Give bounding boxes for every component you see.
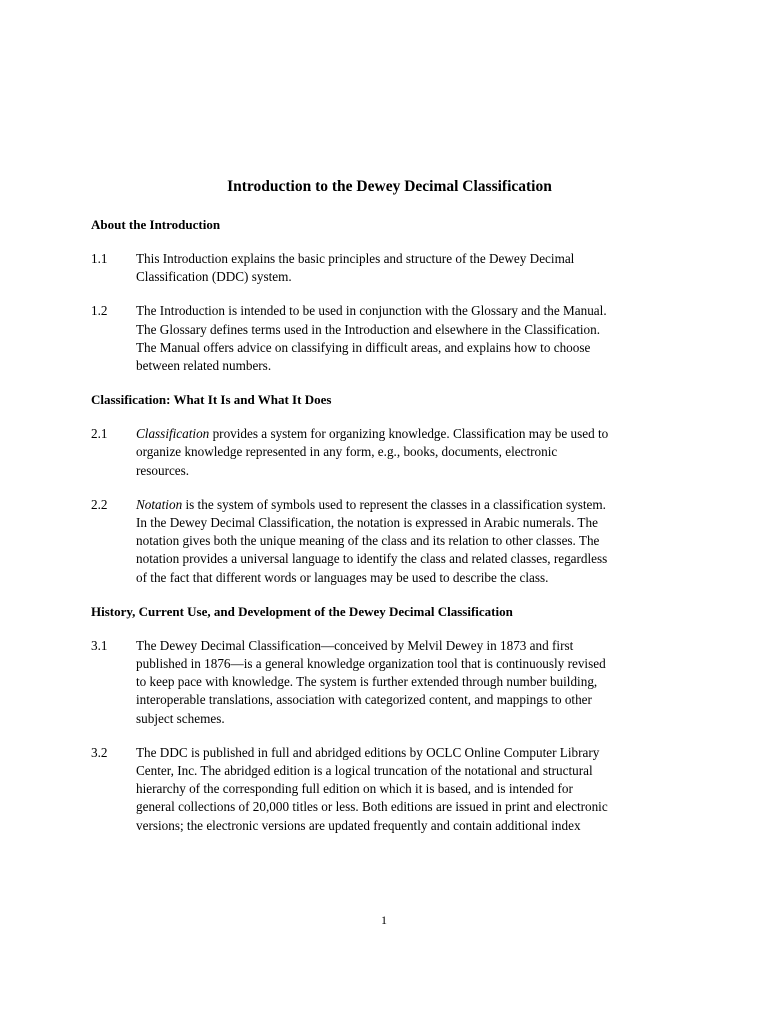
- text-line: hierarchy of the corresponding full edition on which it is based, and is intended for: [136, 781, 573, 797]
- paragraph-number: 3.1: [91, 637, 108, 653]
- text-line: published in 1876—is a general knowledge organization tool that is continuously revised: [136, 656, 606, 672]
- text-line: resources.: [136, 462, 190, 478]
- text-line: general collections of 20,000 titles or less. Both editions are issued in print and electronic: [136, 799, 608, 815]
- text-line: In the Dewey Decimal Classification, the notation is expressed in Arabic numerals. The: [136, 515, 598, 531]
- paragraph-number: 2.2: [91, 496, 108, 512]
- text-line: The Introduction is intended to be used in conjunction with the Glossary and the Manual.: [136, 303, 607, 319]
- section-heading-about-introduction: About the Introduction: [91, 217, 221, 232]
- text-run: provides a system for organizing knowledge. Classification may be used to: [209, 426, 609, 442]
- text-line: organize knowledge represented in any form, e.g., books, documents, electronic: [136, 444, 558, 460]
- paragraph-text: [136, 425, 684, 480]
- section-heading-history: History, Current Use, and Development of the Dewey Decimal Classification: [91, 603, 513, 619]
- text-line: The Manual offers advice on classifying in difficult areas, and explains how to choose: [136, 339, 591, 355]
- text-line: The DDC is published in full and abridged editions by OCLC Online Computer Library: [136, 744, 600, 760]
- text-line: The Dewey Decimal Classification—conceived by Melvil Dewey in 1873 and first: [136, 637, 574, 653]
- page-title: Introduction to the Dewey Decimal Classification: [227, 178, 552, 195]
- text-line: Classification (DDC) system.: [136, 269, 292, 285]
- page-number: 1: [381, 913, 387, 927]
- paragraph-3-1: [91, 637, 684, 728]
- paragraph-text: [136, 250, 684, 286]
- text-line: [136, 496, 684, 514]
- paragraph-1-1: [91, 250, 684, 286]
- defined-term: Notation: [136, 496, 183, 512]
- text-run: is the system of symbols used to represent the classes in a classification system.: [182, 496, 606, 512]
- text-line: to keep pace with knowledge. The system is further extended through number building,: [136, 674, 598, 690]
- defined-term: Classification: [136, 426, 210, 442]
- paragraph-number: 2.1: [91, 426, 108, 442]
- text-line: This Introduction explains the basic principles and structure of the Dewey Decimal: [136, 251, 575, 266]
- paragraph-2-1: [91, 425, 684, 480]
- paragraph-2-2: [91, 496, 684, 587]
- paragraph-text: [136, 302, 684, 375]
- paragraph-number: 3.2: [91, 744, 108, 760]
- text-line: interoperable translations, association with categorized content, and mappings to other: [136, 692, 592, 708]
- paragraph-number: 1.1: [91, 251, 108, 266]
- text-line: subject schemes.: [136, 710, 225, 726]
- text-line: notation provides a universal language to identify the class and related classes, regardless: [136, 551, 608, 567]
- paragraph-text: [136, 496, 684, 587]
- paragraph-3-2: [91, 744, 684, 835]
- text-line: versions; the electronic versions are updated frequently and contain additional index: [136, 817, 581, 833]
- text-line: Center, Inc. The abridged edition is a logical truncation of the notational and structural: [136, 763, 593, 779]
- text-line: [136, 425, 684, 443]
- paragraph-number: 1.2: [91, 303, 108, 319]
- paragraph-1-2: [91, 302, 684, 375]
- text-line: The Glossary defines terms used in the Introduction and elsewhere in the Classification.: [136, 321, 601, 337]
- text-line: notation gives both the unique meaning of the class and its relation to other classes. The: [136, 533, 600, 549]
- paragraph-text: [136, 637, 684, 728]
- text-line: of the fact that different words or languages may be used to describe the class.: [136, 569, 549, 585]
- text-line: between related numbers.: [136, 358, 272, 374]
- paragraph-text: [136, 744, 684, 835]
- section-heading-classification: Classification: What It Is and What It Does: [91, 392, 332, 408]
